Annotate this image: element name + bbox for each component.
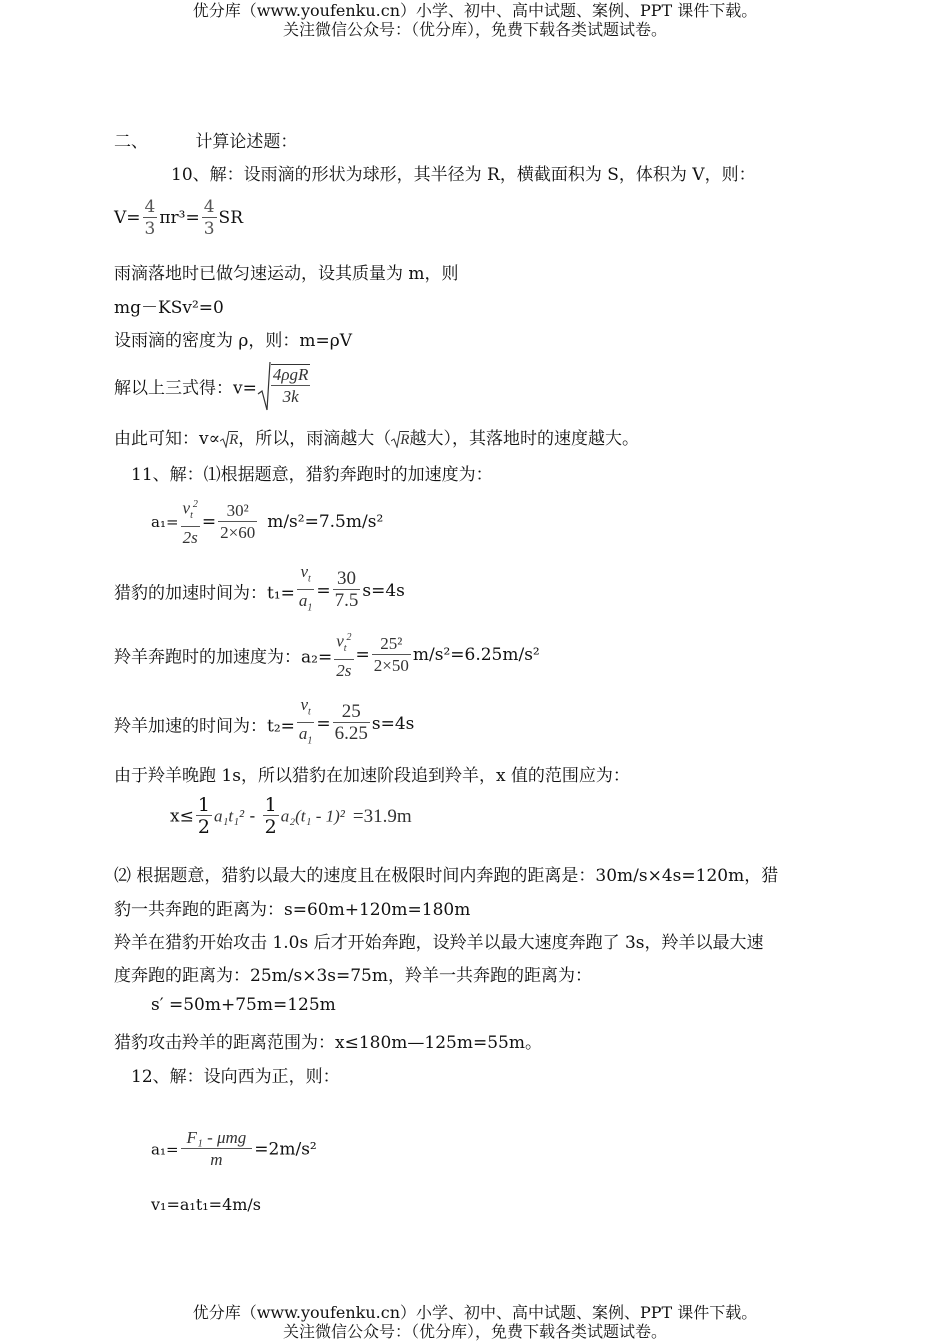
one-half: $\frac{1}{2}$ bbox=[197, 794, 210, 838]
q12-a1-formula: a₁= $\frac{\text{F₁ - μmg}}{m}$ =2m/s² bbox=[151, 1128, 317, 1169]
q11-late-start: 由于羚羊晚跑 1s，所以猎豹在加速阶段追到羚羊，x 值的范围应为： bbox=[114, 766, 630, 786]
sqrt-r-b: R bbox=[391, 429, 409, 449]
q10-volume-formula bbox=[114, 197, 243, 240]
one-half-b: $\frac{1}{2}$ bbox=[264, 794, 277, 838]
section-title: 计算论述题： bbox=[195, 132, 298, 152]
header-line-1: 优分库（www.youfenku.cn）小学、初中、高中试题、案例、PPT 课件下载。 bbox=[192, 1, 758, 20]
30sq-over-120: $\frac{\text{30²}}{2\times 60}$ bbox=[220, 500, 256, 542]
q11-range: 猎豹攻击羚羊的距离范围为：x≤180m—125m=55m。 bbox=[114, 1033, 542, 1053]
q11-intro: 11、解：⑴根据题意，猎豹奔跑时的加速度为： bbox=[131, 465, 493, 485]
q10-intro: 10、解：设雨滴的形状为球形，其半径为 R，横截面积为 S，体积为 V，则： bbox=[171, 165, 756, 185]
q11-s-prime: s′ =50m+75m=125m bbox=[151, 995, 336, 1015]
q11-a1-formula: a₁= $\frac{v_t^2}{2s}$ = $\frac{\text{30²}}{2\times 60}$ m/s²=7.5m/s² bbox=[151, 495, 383, 549]
section-number: 二、 bbox=[114, 132, 148, 152]
q10-uniform-motion: 雨滴落地时已做匀速运动，设其质量为 m，则 bbox=[114, 264, 459, 284]
25-over-6-25: $\frac{25}{6.25}$ bbox=[334, 701, 368, 745]
q11-part2-line1: ⑵ 根据题意，猎豹以最大的速度且在极限时间内奔跑的距离是：30m/s×4s=120m，猎 bbox=[114, 866, 779, 886]
header-line-2: 关注微信公众号：（优分库），免费下载各类试题试卷。 bbox=[282, 20, 667, 39]
fraction-4-3: $\frac{4}{3}$ bbox=[144, 197, 156, 239]
page-header bbox=[0, 1, 950, 39]
footer-line-2: 关注微信公众号：（优分库），免费下载各类试题试卷。 bbox=[282, 1322, 667, 1341]
vt-over-a1-b: $\frac{v_t}{a_1}$ bbox=[298, 695, 313, 747]
vt2-over-2s: $\frac{v_t^2}{2s}$ bbox=[181, 495, 200, 549]
q10-density: 设雨滴的密度为 ρ，则：m=ρV bbox=[114, 331, 353, 351]
q11-antelope-line2: 度奔跑的距离为：25m/s×3s=75m，羚羊一共奔跑的距离为： bbox=[114, 966, 592, 986]
sr-term: SR bbox=[218, 208, 243, 228]
fraction-4-3-b: $\frac{4}{3}$ bbox=[203, 197, 215, 239]
q11-antelope-line1: 羚羊在猎豹开始攻击 1.0s 后才开始奔跑，设羚羊以最大速度奔跑了 3s，羚羊以最大速 bbox=[114, 933, 764, 953]
page-footer bbox=[0, 1303, 950, 1341]
sqrt-fraction: $\frac{\text{4ρgR}}{3k}$ bbox=[272, 365, 309, 406]
q12-v1: v₁=a₁t₁=4m/s bbox=[151, 1195, 262, 1214]
30-over-7-5: $\frac{30}{7.5}$ bbox=[334, 568, 359, 612]
sqrt-sign-icon bbox=[257, 360, 271, 412]
q10-conclusion: 由此可知：v∝ R，所以，雨滴越大（ R越大），其落地时的速度越大。 bbox=[114, 429, 639, 449]
q10-solution bbox=[114, 360, 312, 412]
q11-t2-formula: 羚羊加速的时间为：t₂= $\frac{v_t}{a_1}$ = $\frac{25}{6.25}$ s=4s bbox=[114, 695, 414, 753]
q11-part2-line2: 豹一共奔跑的距离为：s=60m+120m=180m bbox=[114, 900, 471, 920]
q12-intro: 12、解：设向西为正，则： bbox=[131, 1067, 340, 1087]
25sq-over-100: $\frac{\text{25²}}{2\times 50}$ bbox=[373, 633, 409, 675]
vt2-over-2s-b: $\frac{v_t^2}{2s}$ bbox=[334, 628, 353, 682]
sqrt-sign-icon bbox=[220, 430, 229, 448]
sqrt-sign-icon bbox=[391, 430, 400, 448]
force-over-mass: $\frac{\text{F₁ - μmg}}{m}$ bbox=[181, 1128, 253, 1171]
footer-line-1: 优分库（www.youfenku.cn）小学、初中、高中试题、案例、PPT 课件下载。 bbox=[192, 1303, 758, 1322]
v-prefix: V= bbox=[114, 208, 141, 228]
sqrt-r: R bbox=[220, 429, 238, 449]
q11-t1-formula: 猎豹的加速时间为：t₁= $\frac{v_t}{a_1}$ = $\frac{30}{7.5}$ s=4s bbox=[114, 562, 405, 620]
section-heading bbox=[114, 127, 297, 152]
q11-a2-formula: 羚羊奔跑时的加速度为：a₂= $\frac{v_t^2}{2s}$ = $\frac{\text{25²}}{2\times 50}$ m/s²=6.25m/s² bbox=[114, 628, 540, 682]
solve-label: 解以上三式得：v= bbox=[114, 378, 257, 399]
vt-over-a1: $\frac{v_t}{a_1}$ bbox=[298, 562, 313, 614]
q11-x-inequality: x≤ $\frac{1}{2}$ a₁t₁² - $\frac{1}{2}$ a₂(t₁ - 1)² =31.9m bbox=[170, 794, 412, 838]
q10-force-balance: mg－KSv²=0 bbox=[114, 298, 224, 318]
pi-r-cubed: πr³= bbox=[159, 208, 200, 228]
